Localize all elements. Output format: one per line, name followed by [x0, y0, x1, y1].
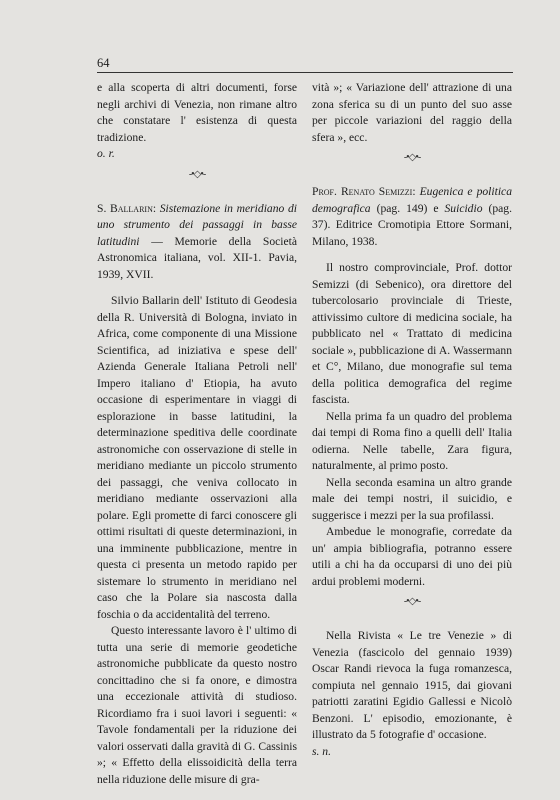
work-source: — Memorie della Società Astronomica italiana, vol. XII-1. Pavia, 1939, XVII. [97, 234, 297, 281]
ornament-divider: -•◇•- [188, 168, 206, 180]
paragraph: Nella Rivista « Le tre Venezie » di Venezia (fascicolo del gennaio 1939) Oscar Randi rievoca la fuga romanzesca, compiuta nel gennaio 1915, dai giovani patriotti zaratini Egidio Gallessi e Nicolò Benzoni. L' episodio, emozionante, è illustrato da 5 fotografie d' occasione. [312, 629, 512, 741]
ornament-divider: -•◇•- [403, 596, 421, 607]
signature-sn: s. n. [312, 744, 332, 758]
author-name: S. Ballarin [97, 201, 153, 215]
right-continuation-text: vità »; « Variazione dell' attrazione di una zona sferica su di un punto del suo asse per piccole variazioni del raggio della sfera », ecc. [312, 81, 512, 144]
work-title: Eugenica e politica demografica [312, 185, 513, 215]
review-heading-semizzi: Prof. Renato Semizzi: Eugenica e politica demografica (pag. 149) e Suicidio (pag. 37). Editrice Cromotipia Ettore Sormani, Milano, 1938. [312, 185, 513, 248]
paragraph: Nella prima fa un quadro del problema dai tempi di Roma fino a quelli dell' Italia odierna. Nelle tabelle, Zara figura, naturalmente, al primo posto. [312, 409, 512, 472]
paragraph: Il nostro comprovinciale, Prof. dottor Semizzi (di Sebenico), ora direttore del tubercolosario provinciale di Trieste, attivissimo cultore di medicina sociale, ha pubblicato nel « Trattato di medicina sociale », pubblicazione di A. Wassermann et C°, Milano, due monografie sul tema della politica demografica del regime fascista. [312, 261, 512, 406]
work-title: Sistemazione in meridiano di uno strumento dei passaggi in basse latitudini [97, 201, 297, 248]
review-heading-ballarin: S. Ballarin: Sistemazione in meridiano di uno strumento dei passaggi in basse latitudini — Memorie della Società Astronomica italiana, vol. XII-1. Pavia, 1939, XVII. [97, 201, 297, 281]
left-continuation-text: e alla scoperta di altri documenti, forse negli archivi di Venezia, non rimane altro che constatare l' esistenza di questa tradizione. [97, 81, 297, 144]
signature-or: o. r. [97, 147, 115, 160]
paragraph: Ambedue le monografie, corredate da un' ampia bibliografia, potranno essere utili a chi ha da occuparsi di uno dei più ardui problemi moderni. [312, 525, 512, 588]
paragraph: Silvio Ballarin dell' Istituto di Geodesia della R. Università di Bologna, inviato in Africa, come componente di una Missione Scientifica, ad iniziativa e spese dell' Azienda Generale Italiana Petroli nell' Impero italiano d' Etiopia, ha avuto occasione di esperimentare in viaggi di esplorazione in basse latitudini, la determinazione speditiva delle coordinate astronomiche con osservazione di stelle in meridiano mediante un piccolo strumento dei passaggi, che veniva collocato in meridiano mediante osservazioni alla polare. Egli promette di farci conoscere gli ottimi risultati di queste determinazioni, in una imminente pubblicazione, mentre in questa ci presenta un metodo rapido per sistemare lo strumento in meridiano nel caso che la Polare sia nascosta dalla foschia o da accidentalità del terreno. [97, 294, 297, 621]
work-source: (pag. 37). Editrice Cromotipia Ettore Sormani, Milano, 1938. [312, 201, 512, 248]
paragraph: Questo interessante lavoro è l' ultimo di tutta una serie di memorie geodetiche astronomiche pubblicate da questo nostro concittadino che si fa onore, e dimostra una eccezionale attività di studioso. Ricordiamo fra i suoi lavori i seguenti: « Tavole fondamentali per la riduzione dei valori osservati dalla gravità di G. Cassinis »; « Effetto della elissoidicità della terra nella riduzione delle misure di gra- [97, 624, 297, 786]
page-number: 64 [97, 56, 110, 70]
ornament-divider: -•◇•- [403, 152, 421, 163]
header-rule [97, 72, 513, 73]
right-column [312, 80, 512, 760]
paragraph: Nella seconda esamina un altro grande male dei tempi nostri, il suicidio, e suggerisce i mezzi per la sua profilassi. [312, 475, 512, 522]
work-title: Suicidio [444, 201, 483, 215]
left-column [97, 80, 297, 788]
author-name: Prof. Renato Semizzi [312, 185, 413, 198]
